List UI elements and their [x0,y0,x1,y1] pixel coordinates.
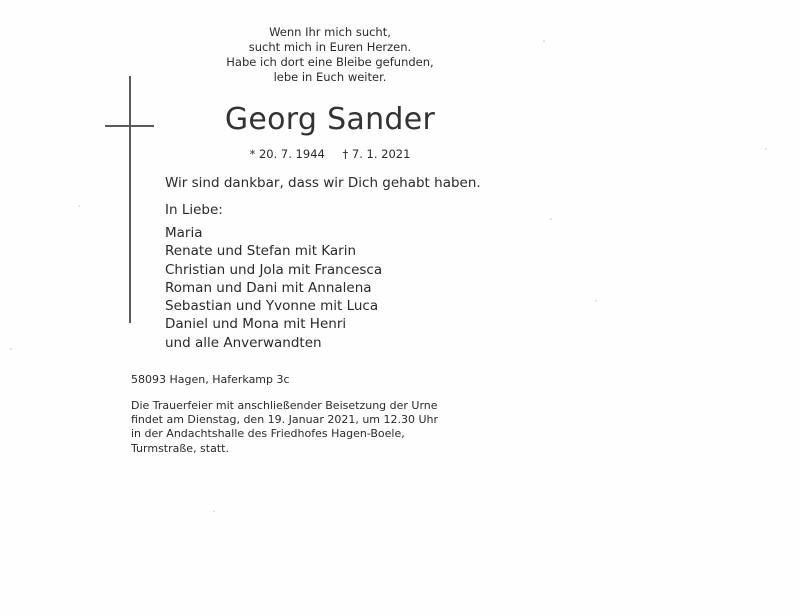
scan-speck [543,40,545,42]
mourner-item: Renate und Stefan mit Karin [165,243,357,260]
scan-speck [595,300,597,302]
mourners-list [165,224,382,352]
funeral-service-notice [131,399,438,456]
service-line: Turmstraße, statt. [131,441,229,455]
poem-line: Habe ich dort eine Bleibe gefunden, [226,55,434,69]
scan-speck [10,348,12,350]
mourner-item: Sebastian und Yvonne mit Luca [165,298,379,315]
in-love-heading: In Liebe: [165,202,223,218]
mourner-item: Roman und Dani mit Annalena [165,279,372,296]
scan-speck [78,205,80,207]
mourner-item: Daniel und Mona mit Henri [165,316,347,333]
cross-horizontal-bar [105,125,154,127]
poem-line: Wenn Ihr mich sucht, [269,25,391,39]
cross-vertical-bar [129,76,131,323]
birth-date: * 20. 7. 1944 [249,147,325,161]
service-line: findet am Dienstag, den 19. Januar 2021, um 12.30 Uhr [131,413,439,427]
mourner-item: und alle Anverwandten [165,334,322,351]
scan-speck [765,148,767,150]
thanks-message: Wir sind dankbar, dass wir Dich gehabt haben. [165,175,481,191]
family-address: 58093 Hagen, Haferkamp 3c [131,373,290,386]
poem-line: sucht mich in Euren Herzen. [248,40,412,54]
mourner-item: Maria [165,225,203,241]
scan-speck [213,510,215,512]
deceased-name: Georg Sander [224,102,436,137]
death-date: † 7. 1. 2021 [342,147,411,161]
memorial-poem [190,25,470,85]
service-line: in der Andachtshalle des Friedhofes Hagen-Boele, [131,427,405,441]
poem-line: lebe in Euch weiter. [273,70,387,84]
life-dates [190,147,470,162]
scan-speck [550,218,552,220]
service-line: Die Trauerfeier mit anschließender Beisetzung der Urne [131,399,438,412]
mourner-item: Christian und Jola mit Francesca [165,261,383,278]
